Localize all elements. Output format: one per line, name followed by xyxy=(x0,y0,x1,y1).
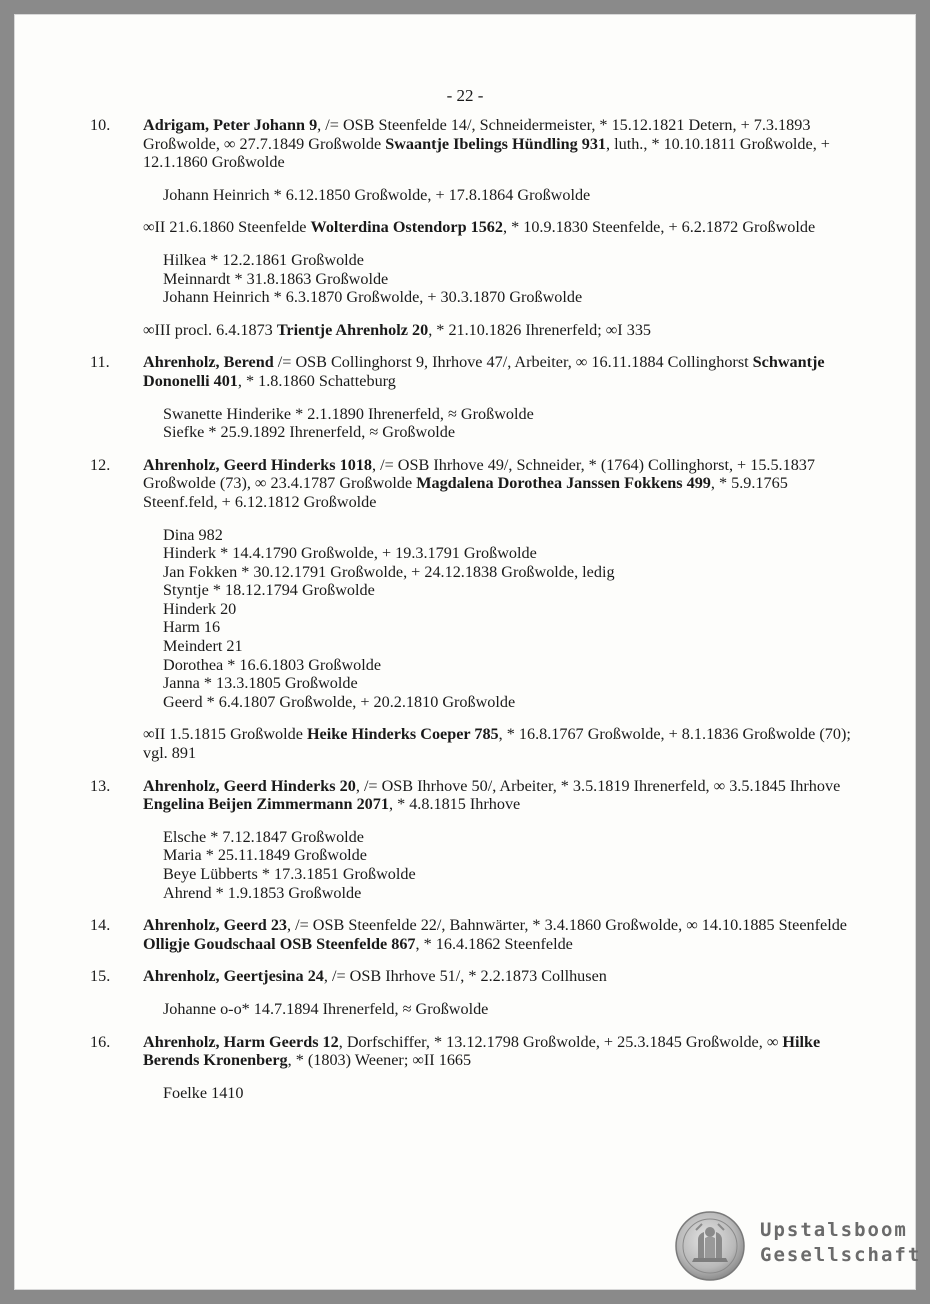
children-list xyxy=(163,251,858,307)
entry-text: , * (1803) Weener; ∞II 1665 xyxy=(287,1051,472,1070)
child-line: Elsche * 7.12.1847 Großwolde xyxy=(163,827,364,846)
marriage-paragraph xyxy=(143,725,858,762)
page-number: - 22 - xyxy=(446,86,484,105)
entry-number: 12. xyxy=(90,455,111,474)
person-name: Ahrenholz, Berend xyxy=(143,353,274,372)
person-name: Heike Hinderks Coeper 785 xyxy=(306,725,499,744)
entry xyxy=(90,777,858,903)
entry xyxy=(90,353,858,441)
child-line: Maria * 25.11.1849 Großwolde xyxy=(163,846,367,865)
child-line: Harm 16 xyxy=(163,618,221,637)
entry-text: , Dorfschiffer, * 13.12.1798 Großwolde, + 25.3.1845 Großwolde, ∞ xyxy=(338,1032,783,1051)
entry-heading xyxy=(143,967,858,986)
entry-text: , /= OSB Ihrhove 49/, Schneider, * (1764) Collinghorst, + 15.5.1837 Großwolde (73), ∞ 23.4.1787 Großwolde xyxy=(143,455,815,493)
child-line: Meinnardt * 31.8.1863 Großwolde xyxy=(163,269,389,288)
entry-heading xyxy=(143,353,858,390)
logo-line-1: Upstalsboom xyxy=(760,1219,908,1241)
entry-text: , /= OSB Ihrhove 50/, Arbeiter, * 3.5.1819 Ihrenerfeld, ∞ 3.5.1845 Ihrhove xyxy=(355,776,841,795)
entry-text: /= OSB Collinghorst 9, Ihrhove 47/, Arbeiter, ∞ 16.11.1884 Collinghorst xyxy=(273,353,753,372)
entry-number: 13. xyxy=(90,776,111,795)
child-line: Hinderk * 14.4.1790 Großwolde, + 19.3.1791 Großwolde xyxy=(163,544,537,563)
entry-heading xyxy=(143,1033,858,1070)
upstalsboom-logo xyxy=(674,1210,924,1290)
children-list xyxy=(163,1000,858,1019)
entry-text: , * 5.9.1765 Steenf.feld, + 6.12.1812 Großwolde xyxy=(143,474,788,511)
child-line: Dina 982 xyxy=(163,525,223,544)
person-name: Hilke Berends Kronenberg xyxy=(143,1032,821,1070)
entry-heading xyxy=(143,456,858,512)
entry xyxy=(90,116,858,339)
child-line: Beye Lübberts * 17.3.1851 Großwolde xyxy=(163,865,416,883)
entry xyxy=(90,916,858,953)
genealogy-entries xyxy=(90,116,858,1116)
children-list xyxy=(163,186,858,205)
child-line: Johann Heinrich * 6.12.1850 Großwolde, + 17.8.1864 Großwolde xyxy=(163,185,591,204)
person-name: Trientje Ahrenholz 20 xyxy=(276,320,429,339)
entry-number: 14. xyxy=(90,916,111,935)
child-line: Johann Heinrich * 6.3.1870 Großwolde, + 30.3.1870 Großwolde xyxy=(163,288,583,307)
child-line: Styntje * 18.12.1794 Großwolde xyxy=(163,581,375,600)
person-name: Adrigam, Peter Johann 9 xyxy=(143,116,318,134)
entry-text: , * 16.4.1862 Steenfelde xyxy=(415,934,573,953)
entry-heading xyxy=(143,777,858,814)
children-list xyxy=(163,526,858,712)
entry-heading xyxy=(143,116,858,172)
entry-text: ∞II 1.5.1815 Großwolde xyxy=(143,725,307,744)
person-name: Ahrenholz, Geertjesina 24 xyxy=(143,967,324,986)
child-line: Ahrend * 1.9.1853 Großwolde xyxy=(163,883,362,902)
entry-text: , * 21.10.1826 Ihrenerfeld; ∞I 335 xyxy=(428,320,652,339)
children-list xyxy=(163,405,858,442)
entry-text: , * 4.8.1815 Ihrhove xyxy=(388,795,521,814)
person-name: Wolterdina Ostendorp 1562 xyxy=(310,218,503,237)
child-line: Swanette Hinderike * 2.1.1890 Ihrenerfeld, ≈ Großwolde xyxy=(163,404,534,423)
document-page xyxy=(14,14,922,1290)
person-name: Engelina Beijen Zimmermann 2071 xyxy=(143,795,389,814)
person-name: Ahrenholz, Geerd 23 xyxy=(143,916,288,935)
child-line: Geerd * 6.4.1807 Großwolde, + 20.2.1810 Großwolde xyxy=(163,692,516,711)
entry xyxy=(90,1033,858,1103)
seal-icon xyxy=(674,1210,746,1282)
entry-text: , * 16.8.1767 Großwolde, + 8.1.1836 Großwolde (70); vgl. 891 xyxy=(143,725,851,763)
child-line: Hinderk 20 xyxy=(163,599,237,618)
entry-number: 15. xyxy=(90,967,111,986)
entry-text: ∞III procl. 6.4.1873 xyxy=(143,320,277,339)
entry-number: 16. xyxy=(90,1032,111,1051)
person-name: Magdalena Dorothea Janssen Fokkens 499 xyxy=(416,474,711,493)
child-line: Dorothea * 16.6.1803 Großwolde xyxy=(163,655,382,674)
entry-text: , /= OSB Steenfelde 22/, Bahnwärter, * 3.4.1860 Großwolde, ∞ 14.10.1885 Steenfelde xyxy=(287,916,847,935)
person-name: Olligje Goudschaal OSB Steenfelde 867 xyxy=(143,934,416,953)
child-line: Jan Fokken * 30.12.1791 Großwolde, + 24.12.1838 Großwolde, ledig xyxy=(163,562,615,581)
person-name: Ahrenholz, Geerd Hinderks 1018 xyxy=(143,455,373,474)
entry xyxy=(90,967,858,1018)
entry xyxy=(90,456,858,763)
children-list xyxy=(163,828,858,902)
marriage-paragraph xyxy=(143,218,858,237)
entry-heading xyxy=(143,916,858,953)
entry-text: , * 10.9.1830 Steenfelde, + 6.2.1872 Großwolde xyxy=(503,218,816,237)
person-name: Schwantje Dononelli 401 xyxy=(143,353,825,390)
child-line: Hilkea * 12.2.1861 Großwolde xyxy=(163,250,364,269)
child-line: Janna * 13.3.1805 Großwolde xyxy=(163,674,358,693)
person-name: Swaantje Ibelings Hündling 931 xyxy=(385,134,607,153)
entry-number: 10. xyxy=(90,116,111,134)
entry-text: , /= OSB Ihrhove 51/, * 2.2.1873 Collhusen xyxy=(323,967,607,986)
entry-text: , /= OSB Steenfelde 14/, Schneidermeister, * 15.12.1821 Detern, + 7.3.1893 Großwolde, ∞ 27.7.1849 Großwolde xyxy=(143,116,811,153)
child-line: Siefke * 25.9.1892 Ihrenerfeld, ≈ Großwolde xyxy=(163,423,456,442)
marriage-paragraph xyxy=(143,321,858,340)
child-line: Johanne o-o* 14.7.1894 Ihrenerfeld, ≈ Großwolde xyxy=(163,999,489,1018)
child-line: Meindert 21 xyxy=(163,637,243,656)
child-line: Foelke 1410 xyxy=(163,1083,244,1102)
children-list xyxy=(163,1084,858,1103)
entry-text: ∞II 21.6.1860 Steenfelde xyxy=(143,218,311,237)
logo-line-2: Gesellschaft xyxy=(760,1244,922,1266)
person-name: Ahrenholz, Geerd Hinderks 20 xyxy=(143,776,356,795)
entry-number: 11. xyxy=(90,353,110,372)
entry-text: , luth., * 10.10.1811 Großwolde, + 12.1.1860 Großwolde xyxy=(143,134,830,172)
entry-text: , * 1.8.1860 Schatteburg xyxy=(237,371,396,390)
person-name: Ahrenholz, Harm Geerds 12 xyxy=(143,1032,339,1051)
